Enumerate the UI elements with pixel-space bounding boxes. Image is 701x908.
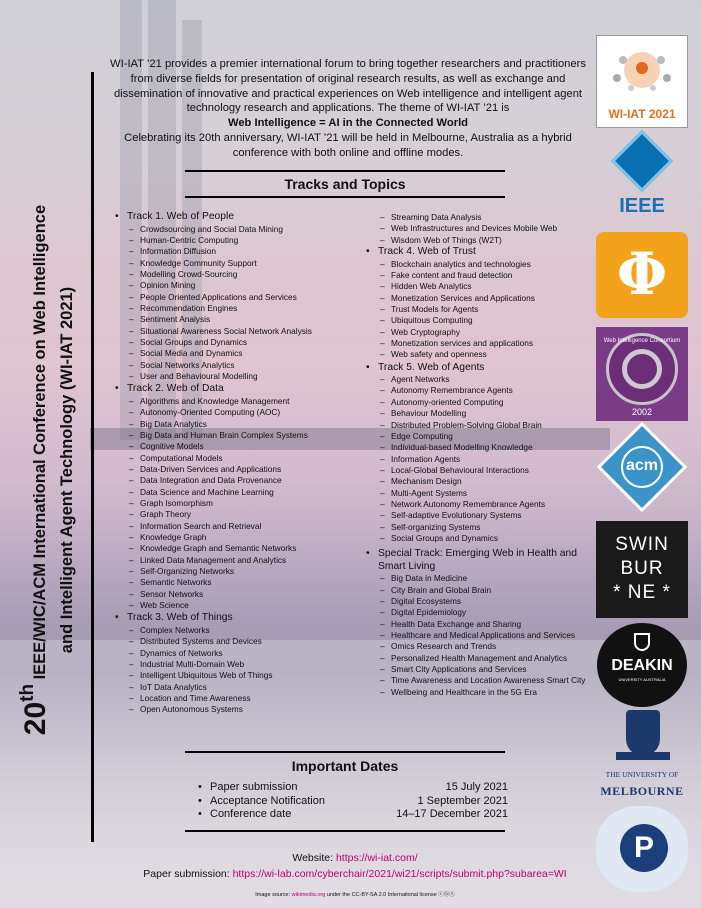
topic-item: – Data-Driven Services and Applications	[115, 464, 377, 475]
topic-item: – Industrial Multi-Domain Web	[115, 659, 377, 670]
edition-suffix: th	[16, 683, 38, 702]
topic-list	[115, 396, 377, 612]
swinburne-logo	[596, 521, 688, 618]
topic-list	[366, 374, 594, 544]
topic-item: – Self-Organizing Networks	[115, 566, 377, 577]
ieee-diamond-icon	[611, 130, 673, 192]
topic-item: – Social Groups and Dynamics	[366, 533, 594, 544]
people-network-icon	[597, 40, 687, 102]
intro	[100, 57, 596, 161]
topic-item: – Individual-based Modelling Knowledge	[366, 442, 594, 453]
topic-item: – Computational Models	[115, 453, 377, 464]
phi-icon: Φ	[616, 240, 668, 308]
topic-item: – Opinion Mining	[115, 280, 377, 291]
tracks-left-column	[115, 211, 377, 716]
topic-item: – Self-organizing Systems	[366, 522, 594, 533]
intro-paragraph2: Celebrating its 20th anniversary, WI-IAT ’21 will be held in Melbourne, Australia as a hybrid conference with both online and offline modes.	[124, 131, 572, 159]
topic-item: – Complex Networks	[115, 625, 377, 636]
topic-item: – Data Integration and Data Provenance	[115, 475, 377, 486]
topic-item: – Network Autonomy Remembrance Agents	[366, 499, 594, 510]
topic-item: – Omics Research and Trends	[366, 641, 594, 652]
topic-item: – Autonomy-Oriented Computing (AOC)	[115, 407, 377, 418]
topic-item: – Information Search and Retrieval	[115, 521, 377, 532]
topic-item: – Wisdom Web of Things (W2T)	[366, 235, 594, 246]
p-logo-icon: P	[620, 824, 668, 872]
topic-item: – Sensor Networks	[115, 589, 377, 600]
topic-item: – People Oriented Applications and Services	[115, 292, 377, 303]
topic-item: – IoT Data Analytics	[115, 682, 377, 693]
topic-item: – Knowledge Graph	[115, 532, 377, 543]
topic-item: – Blockchain analytics and technologies	[366, 259, 594, 270]
ieee-logo-text: IEEE	[619, 195, 665, 217]
submission-line	[100, 868, 610, 880]
dates-heading: Important Dates	[291, 758, 399, 774]
cc-license-icon: ⓒⓑⓢ	[438, 892, 455, 898]
date-row	[198, 808, 508, 822]
topic-item: – Graph Isomorphism	[115, 498, 377, 509]
topic-item: – Knowledge Graph and Semantic Networks	[115, 543, 377, 554]
title-line1: IEEE/WIC/ACM International Conference on Web Intelligence	[30, 204, 49, 680]
topic-item: – Big Data Analytics	[115, 419, 377, 430]
date-row	[198, 781, 508, 795]
wic-logo	[596, 327, 688, 421]
topic-item: – Self-adaptive Evolutionary Systems	[366, 510, 594, 521]
date-value: 1 September 2021	[417, 794, 508, 807]
swin-line2: BUR	[620, 558, 664, 579]
track-4	[366, 246, 594, 361]
website-link[interactable]: https://wi-iat.com/	[335, 852, 418, 864]
topic-list	[366, 573, 594, 698]
topic-item: – Monetization Services and Applications	[366, 293, 594, 304]
topic-item: – Monetization services and applications	[366, 338, 594, 349]
topic-item: – Information Diffusion	[115, 246, 377, 257]
topic-item: – Personalized Health Management and Analytics	[366, 653, 594, 664]
topic-item: – Hidden Web Analytics	[366, 281, 594, 292]
date-label: • Paper submission	[210, 781, 298, 793]
topic-item: – Autonomy-oriented Computing	[366, 397, 594, 408]
melbourne-logo-line2: MELBOURNE	[600, 784, 684, 798]
track-title: • Track 3. Web of Things	[115, 612, 377, 625]
conference-theme: Web Intelligence = AI in the Connected World	[227, 117, 469, 130]
topic-item: – Web Cryptography	[366, 327, 594, 338]
topic-item: – Wellbeing and Healthcare in the 5G Era	[366, 687, 594, 698]
topic-item: – Digital Ecosystems	[366, 596, 594, 607]
topic-item: – Social Networks Analytics	[115, 360, 377, 371]
topic-item: – Healthcare and Medical Applications and Services	[366, 630, 594, 641]
submission-link[interactable]: https://wi-lab.com/cyberchair/2021/wi21/scripts/submit.php?subarea=WI	[232, 868, 567, 880]
vertical-divider	[91, 72, 94, 842]
deakin-logo-text: DEAKIN	[611, 657, 673, 674]
date-value: 14–17 December 2021	[396, 808, 508, 820]
topic-item: – Streaming Data Analysis	[366, 212, 594, 223]
website-label: Website:	[292, 852, 334, 864]
topic-item: – Information Agents	[366, 454, 594, 465]
topic-item: – Recommendation Engines	[115, 303, 377, 314]
acm-logo-text: acm	[625, 457, 659, 474]
topic-item: – Behaviour Modelling	[366, 408, 594, 419]
topic-item: – Dynamics of Networks	[115, 648, 377, 659]
melbourne-ribbon-icon	[616, 752, 670, 760]
topic-item: – Edge Computing	[366, 431, 594, 442]
swin-line1: SWIN	[615, 534, 669, 555]
topic-item: – Big Data in Medicine	[366, 573, 594, 584]
wic-w-icon	[622, 349, 662, 389]
submission-label: Paper submission:	[143, 868, 230, 880]
track-title: • Special Track: Emerging Web in Health and Smart Living	[366, 548, 594, 573]
topic-item: – Fake content and fraud detection	[366, 270, 594, 281]
wic-ring-text: Web Intelligence Consortium	[603, 338, 681, 344]
wiiat-logo-text: WI-IAT 2021	[608, 107, 676, 121]
divider	[185, 830, 505, 832]
date-value: 15 July 2021	[445, 781, 508, 793]
intro-paragraph1: WI-IAT ’21 provides a premier international forum to bring together researchers and practitioners from diverse fields for presentation of original research results, as well as exchange and dissemination of innovative and practical experiences on Web intelligence and intelligent agent technology research and applications. The theme of WI-IAT ’21 is	[110, 58, 586, 115]
topic-item: – Time Awareness and Location Awareness Smart City	[366, 675, 594, 686]
divider	[185, 170, 505, 172]
topic-item: – Digital Epidemiology	[366, 607, 594, 618]
topic-item: – Autonomy Remembrance Agents	[366, 385, 594, 396]
topic-item: – Distributed Systems and Devices	[115, 636, 377, 647]
track-3	[115, 612, 377, 715]
date-label: • Acceptance Notification	[210, 794, 325, 807]
important-dates	[198, 781, 508, 822]
wic-year: 2002	[631, 407, 653, 417]
tracks-heading: Tracks and Topics	[284, 176, 406, 192]
special-track	[366, 548, 594, 698]
deakin-logo-subtext: UNIVERSITY AUSTRALIA	[618, 677, 666, 682]
topic-item: – Location and Time Awareness	[115, 693, 377, 704]
melbourne-logo-line1: THE UNIVERSITY OF	[605, 770, 679, 779]
topic-item: – Big Data and Human Brain Complex Systems	[115, 430, 377, 441]
topic-item: – Distributed Problem-Solving Global Brain	[366, 420, 594, 431]
track-title: • Track 4. Web of Trust	[366, 246, 594, 259]
topic-item: – User and Behavioural Modelling	[115, 371, 377, 382]
track-title: • Track 1. Web of People	[115, 211, 377, 224]
topic-item: – Social Groups and Dynamics	[115, 337, 377, 348]
topic-item: – Web safety and openness	[366, 349, 594, 360]
wiiat-logo	[596, 35, 688, 128]
deakin-logo	[596, 623, 688, 707]
topic-item: – Smart City Applications and Services	[366, 664, 594, 675]
topic-item: – Cognitive Models	[115, 441, 377, 452]
credit-prefix: Image source:	[255, 892, 291, 898]
topic-list	[115, 224, 377, 383]
edition-number: 20	[18, 701, 52, 736]
deakin-shield-icon	[634, 633, 650, 651]
melbourne-crest-icon	[626, 710, 660, 756]
track-title: • Track 2. Web of Data	[115, 383, 377, 396]
topic-item: – Local-Global Behavioural Interactions	[366, 465, 594, 476]
topic-item: – Sentiment Analysis	[115, 314, 377, 325]
topic-item: – Health Data Exchange and Sharing	[366, 619, 594, 630]
track-5	[366, 362, 594, 545]
credit-source-link[interactable]: wikimedia.org	[291, 892, 326, 898]
topic-item: – Data Science and Machine Learning	[115, 487, 377, 498]
phi-logo	[596, 232, 688, 318]
topic-item: – Graph Theory	[115, 509, 377, 520]
topic-item: – Human-Centric Computing	[115, 235, 377, 246]
topic-item: – Knowledge Community Support	[115, 258, 377, 269]
topic-item: – Crowdsourcing and Social Data Mining	[115, 224, 377, 235]
swin-line3: * NE *	[613, 582, 671, 603]
topic-item: – Web Infrastructures and Devices Mobile Web	[366, 223, 594, 234]
acm-logo	[596, 425, 688, 515]
topic-item: – Social Media and Dynamics	[115, 348, 377, 359]
website-line	[120, 852, 590, 864]
topic-item: – Web Science	[115, 600, 377, 611]
topic-item: – Agent Networks	[366, 374, 594, 385]
topic-item: – Open Autonomous Systems	[115, 704, 377, 715]
topic-item: – Algorithms and Knowledge Management	[115, 396, 377, 407]
track-title: • Track 5. Web of Agents	[366, 362, 594, 375]
p-logo	[596, 806, 688, 892]
topic-item: – Intelligent Ubiquitous Web of Things	[115, 670, 377, 681]
topic-item: – Linked Data Management and Analytics	[115, 555, 377, 566]
swinburne-logo-text	[596, 533, 688, 605]
melbourne-logo	[596, 708, 688, 802]
divider	[185, 196, 505, 198]
tracks-right-column	[366, 212, 594, 698]
topic-list	[115, 625, 377, 716]
divider	[185, 751, 505, 753]
conference-title-panel	[0, 0, 95, 908]
topic-item: – Mechanism Design	[366, 476, 594, 487]
topic-item: – Trust Models for Agents	[366, 304, 594, 315]
topic-item: – Modelling Crowd-Sourcing	[115, 269, 377, 280]
track-1	[115, 211, 377, 382]
topic-item: – City Brain and Global Brain	[366, 585, 594, 596]
credit-suffix: under the CC-BY-SA 2.0 International license	[326, 892, 437, 898]
topic-item: – Situational Awareness Social Network Analysis	[115, 326, 377, 337]
conference-title	[16, 90, 78, 850]
image-credit	[150, 890, 560, 898]
track-2	[115, 383, 377, 611]
topic-list	[366, 212, 594, 246]
topic-item: – Multi-Agent Systems	[366, 488, 594, 499]
topic-item: – Semantic Networks	[115, 577, 377, 588]
topic-item: – Ubiquitous Computing	[366, 315, 594, 326]
ieee-logo	[596, 135, 688, 221]
topic-list	[366, 259, 594, 361]
title-line2: and Intelligent Agent Technology (WI-IAT 2021)	[57, 286, 76, 654]
date-label: • Conference date	[210, 808, 292, 820]
date-row	[198, 795, 508, 809]
